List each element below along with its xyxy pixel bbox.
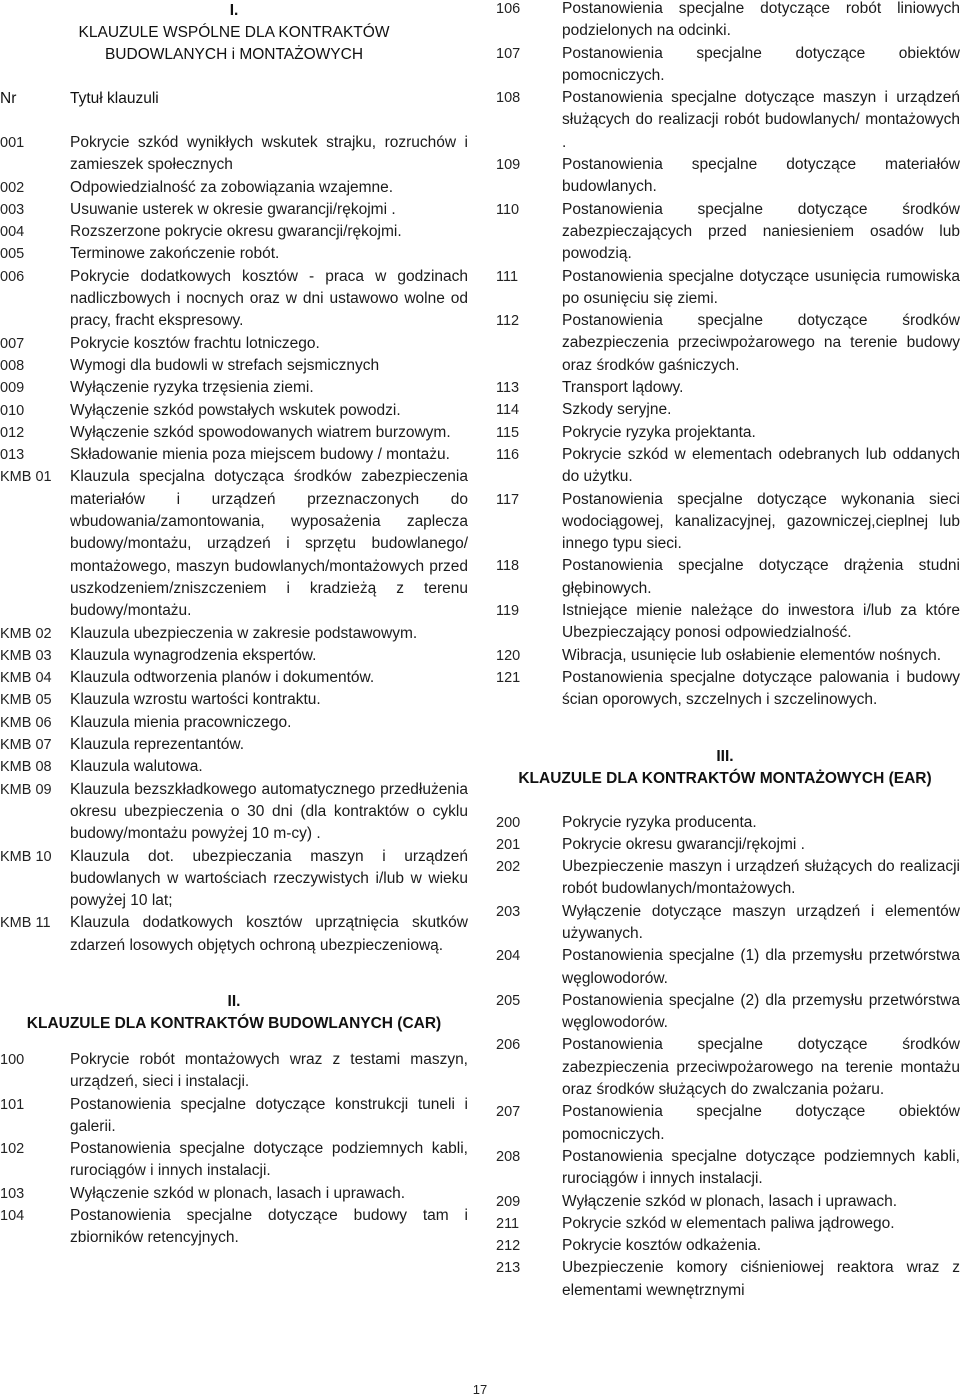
clause-title: Postanowienia specjalne dotyczące drążenia studni głębinowych. <box>562 557 960 597</box>
clause-title: Ubezpieczenie maszyn i urządzeń służących do realizacji robót budowlanych/montażowych. <box>562 858 960 898</box>
list-item <box>490 645 960 667</box>
clause-title: Klauzula wzrostu wartości kontraktu. <box>70 691 321 709</box>
list-item <box>490 266 960 311</box>
clause-title: Terminowe zakończenie robót. <box>70 245 280 263</box>
clause-title: Pokrycie robót montażowych wraz z testami maszyn, urządzeń, sieci i instalacji. <box>70 1050 468 1091</box>
list-item <box>0 1205 468 1250</box>
clause-code: 118 <box>496 558 520 575</box>
clause-code: 009 <box>0 380 25 397</box>
list-item <box>0 243 468 265</box>
clause-code: 115 <box>496 424 520 441</box>
list-item <box>0 912 468 957</box>
clause-title: Postanowienia specjalne dotyczące wykonania sieci wodociągowej, kanalizacyjnej, gazowniczej,cieplnej lub innego typu sieci. <box>562 490 960 553</box>
clause-code: 101 <box>0 1096 25 1113</box>
left-column <box>0 0 468 1250</box>
clause-list-ear <box>490 812 960 1303</box>
list-item <box>0 645 468 667</box>
list-item <box>490 1235 960 1257</box>
clause-code: 207 <box>496 1104 521 1121</box>
clause-title: Pokrycie okresu gwarancji/rękojmi . <box>562 835 805 853</box>
list-item <box>0 779 468 846</box>
clause-code: 201 <box>496 836 521 853</box>
clause-code: 100 <box>0 1051 25 1068</box>
clause-code: KMB 01 <box>0 469 52 486</box>
clause-code: 206 <box>496 1037 521 1054</box>
list-item <box>0 623 468 645</box>
clause-code: 203 <box>496 903 521 920</box>
header-nr: Nr <box>0 90 17 107</box>
list-item <box>0 377 468 399</box>
list-item <box>0 1049 468 1094</box>
list-item <box>0 1094 468 1139</box>
clause-code: KMB 02 <box>0 625 52 642</box>
clause-code: 119 <box>496 603 520 620</box>
clause-code: KMB 06 <box>0 714 52 731</box>
clause-code: 209 <box>496 1193 521 1210</box>
clause-title: Klauzula dot. ubezpieczania maszyn i urządzeń budowlanych w wartościach rzeczywistych i/lub w wieku powyżej 10 lat; <box>70 847 468 910</box>
clause-code: 007 <box>0 335 25 352</box>
clause-list-car <box>0 1049 468 1250</box>
clause-title: Składowanie mienia poza miejscem budowy / montażu. <box>70 446 450 464</box>
clause-title: Klauzula specjalna dotycząca środków zabezpieczenia materiałów i urządzeń przeznaczonych do wbudowania/zamontowania, wyposażenia zaplecza budowy/montażu, urządzeń i sprzętu budowlanego/ montażowego, maszyn budowlanych/montażowych przed uszkodzeniem/zniszczeniem i kradzieżą z terenu budowy/montażu. <box>70 468 468 620</box>
clause-code: 001 <box>0 135 25 151</box>
clause-title: Klauzula dodatkowych kosztów uprzątnięcia skutków zdarzeń losowych objętych ochroną ubezpieczeniową. <box>70 914 468 954</box>
clause-title: Postanowienia specjalne dotyczące obiektów pomocniczych. <box>562 1103 960 1143</box>
clause-code: 004 <box>0 224 25 241</box>
clause-code: 005 <box>0 246 25 263</box>
section-2-number: II. <box>227 992 241 1010</box>
clause-code: KMB 09 <box>0 781 52 798</box>
list-item <box>0 400 468 422</box>
clause-code: 012 <box>0 424 25 441</box>
table-header <box>0 88 468 110</box>
header-title: Tytuł klauzuli <box>70 90 159 107</box>
clause-code: 120 <box>496 647 521 664</box>
list-item <box>0 444 468 466</box>
clause-title: Klauzula walutowa. <box>70 758 203 776</box>
clause-code: 003 <box>0 201 25 218</box>
clause-title: Klauzula odtworzenia planów i dokumentów. <box>70 669 375 687</box>
clause-title: Wyłączenie szkód powstałych wskutek powodzi. <box>70 401 401 419</box>
clause-title: Postanowienia specjalne dotyczące maszyn i urządzeń służących do realizacji robót budowlanych/ montażowych . <box>562 89 960 151</box>
section-2-title: KLAUZULE DLA KONTRAKTÓW BUDOWLANYCH (CAR) <box>26 1014 442 1032</box>
clause-title: Pokrycie ryzyka projektanta. <box>562 423 756 441</box>
clause-code: 013 <box>0 447 25 464</box>
clause-title: Postanowienia specjalne (1) dla przemysłu przetwórstwa węglowodorów. <box>562 947 960 987</box>
list-item <box>490 945 960 990</box>
list-item <box>490 667 960 712</box>
clause-code: 103 <box>0 1185 25 1202</box>
clause-code: 121 <box>496 669 521 686</box>
list-item <box>0 266 468 333</box>
list-item <box>490 422 960 444</box>
clause-code: 114 <box>496 402 520 419</box>
clause-title: Klauzula reprezentantów. <box>70 736 245 754</box>
clause-code: 208 <box>496 1148 521 1165</box>
clause-title: Pokrycie kosztów frachtu lotniczego. <box>70 334 320 352</box>
clause-title: Pokrycie dodatkowych kosztów - praca w godzinach nadliczbowych i nocnych oraz w dni ustawowo wolne od pracy, fracht ekspresowy. <box>70 267 468 330</box>
clause-code: 211 <box>496 1215 520 1232</box>
clause-title: Rozszerzone pokrycie okresu gwarancji/rękojmi. <box>70 223 402 241</box>
clause-title: Postanowienia specjalne dotyczące środków zabezpieczenia przeciwpożarowego na terenie budowy oraz środków gaśniczych. <box>562 312 960 374</box>
clause-code: KMB 03 <box>0 647 52 664</box>
list-item <box>490 444 960 489</box>
clause-code: KMB 07 <box>0 737 52 754</box>
list-item <box>0 689 468 711</box>
clause-title: Ubezpieczenie komory ciśnieniowej reaktora wraz z elementami wewnętrznymi <box>562 1259 960 1299</box>
list-item <box>490 0 960 43</box>
clause-title: Pokrycie szkód wynikłych wskutek strajku, rozruchów i zamieszek społecznych <box>70 134 468 174</box>
clause-title: Postanowienia specjalne dotyczące środków zabezpieczenia przeciwpożarowego na terenie montażu oraz środków służących do zwalczania pożaru. <box>562 1036 960 1099</box>
list-item <box>490 310 960 377</box>
clause-title: Wymogi dla budowli w strefach sejsmicznych <box>70 356 380 374</box>
list-item <box>490 856 960 901</box>
list-item <box>490 1191 960 1213</box>
section-2-heading <box>0 991 468 1035</box>
list-item <box>0 712 468 734</box>
right-column <box>490 0 960 1302</box>
list-item <box>490 377 960 399</box>
list-item <box>490 555 960 600</box>
list-item <box>0 132 468 177</box>
list-item <box>490 199 960 266</box>
clause-title: Klauzula mienia pracowniczego. <box>70 713 292 731</box>
clause-code: 104 <box>0 1208 25 1225</box>
clause-title: Transport lądowy. <box>562 379 684 397</box>
clause-code: KMB 10 <box>0 848 52 865</box>
list-item <box>0 466 468 622</box>
clause-title: Wyłączenie szkód spowodowanych wiatrem burzowym. <box>70 423 451 441</box>
list-item <box>0 1138 468 1183</box>
clause-code: 205 <box>496 992 521 1009</box>
clause-title: Wyłączenie dotyczące maszyn urządzeń i elementów używanych. <box>562 902 960 942</box>
clause-code: 113 <box>496 380 520 397</box>
clause-code: 117 <box>496 491 520 508</box>
section-1-title-line1: KLAUZULE WSPÓLNE DLA KONTRAKTÓW <box>78 24 390 41</box>
list-item <box>0 846 468 913</box>
list-item <box>490 489 960 556</box>
clause-code: 109 <box>496 157 521 174</box>
clause-title: Postanowienia specjalne dotyczące materiałów budowlanych. <box>562 156 960 196</box>
clause-code: 112 <box>496 313 520 330</box>
clause-code: 202 <box>496 859 521 876</box>
clause-title: Postanowienia specjalne dotyczące podziemnych kabli, rurociągów i innych instalacji. <box>70 1140 468 1180</box>
list-item <box>490 1213 960 1235</box>
list-item <box>490 600 960 645</box>
clause-title: Postanowienia specjalne dotyczące konstrukcji tuneli i galerii. <box>70 1095 468 1135</box>
list-item <box>490 43 960 88</box>
list-item <box>490 399 960 421</box>
section-1-title-line2: BUDOWLANYCH i MONTAŻOWYCH <box>104 46 364 63</box>
clause-title: Postanowienia specjalne dotyczące budowy tam i zbiorników retencyjnych. <box>70 1207 468 1247</box>
list-item <box>0 756 468 778</box>
clause-code: 010 <box>0 402 25 419</box>
list-item <box>490 990 960 1035</box>
clause-title: Istniejące mienie należące do inwestora i/lub za które Ubezpieczający ponosi odpowiedzialność. <box>562 602 960 642</box>
list-item <box>490 154 960 199</box>
clause-title: Wyłączenie szkód w plonach, lasach i uprawach. <box>70 1184 405 1202</box>
clause-code: 107 <box>496 45 521 62</box>
clause-title: Wyłączenie ryzyka trzęsienia ziemi. <box>70 379 314 397</box>
clause-title: Postanowienia specjalne dotyczące robót liniowych podzielonych na odcinki. <box>562 0 960 40</box>
section-3-title: KLAUZULE DLA KONTRAKTÓW MONTAŻOWYCH (EAR) <box>518 769 932 787</box>
section-3-heading <box>490 746 960 790</box>
list-item <box>490 1146 960 1191</box>
list-item <box>490 1257 960 1302</box>
section-3-number: III. <box>716 747 734 765</box>
clause-title: Pokrycie ryzyka producenta. <box>562 813 757 831</box>
clause-title: Pokrycie szkód w elementach odebranych lub oddanych do użytku. <box>562 445 960 486</box>
page-number: 17 <box>472 1382 488 1397</box>
clause-title: Postanowienia specjalne dotyczące środków zabezpieczających przed naniesieniem osadów lub powodzią. <box>562 200 960 263</box>
clause-title: Klauzula ubezpieczenia w zakresie podstawowym. <box>70 624 418 642</box>
clause-title: Odpowiedzialność za zobowiązania wzajemne. <box>70 178 394 196</box>
clause-title: Wibracja, usunięcie lub osłabienie elementów nośnych. <box>562 646 942 664</box>
clause-title: Wyłączenie szkód w plonach, lasach i uprawach. <box>562 1192 897 1210</box>
clause-code: KMB 08 <box>0 759 52 776</box>
section-1-number: I. <box>229 2 239 19</box>
list-item <box>490 901 960 946</box>
clause-code: 200 <box>496 814 521 831</box>
clause-code: KMB 05 <box>0 692 52 709</box>
clause-code: 116 <box>496 446 520 463</box>
clause-title: Postanowienia specjalne dotyczące palowania i budowy ścian oporowych, szczelnych i szczelinowych. <box>562 668 960 709</box>
clause-title: Klauzula wynagrodzenia ekspertów. <box>70 646 317 664</box>
clause-code: KMB 11 <box>0 915 51 932</box>
clause-code: 102 <box>0 1141 25 1158</box>
clause-code: 106 <box>496 1 521 17</box>
list-item <box>0 667 468 689</box>
clause-title: Usuwanie usterek w okresie gwarancji/rękojmi . <box>70 200 396 218</box>
clause-title: Szkody seryjne. <box>562 401 672 419</box>
clause-code: 006 <box>0 268 25 285</box>
list-item <box>0 1183 468 1205</box>
clause-code: 111 <box>496 268 519 285</box>
clause-list-common <box>0 132 468 957</box>
clause-title: Postanowienia specjalne (2) dla przemysłu przetwórstwa węglowodorów. <box>562 991 960 1032</box>
clause-title: Postanowienia specjalne dotyczące podziemnych kabli, rurociągów i innych instalacji. <box>562 1147 960 1188</box>
clause-code: 110 <box>496 201 520 218</box>
clause-code: 008 <box>0 357 25 374</box>
list-item <box>490 87 960 154</box>
list-item <box>490 812 960 834</box>
clause-title: Postanowienia specjalne dotyczące obiektów pomocniczych. <box>562 44 960 84</box>
list-item <box>490 1034 960 1101</box>
clause-code: 212 <box>496 1238 521 1255</box>
list-item <box>0 422 468 444</box>
clause-code: 213 <box>496 1260 521 1277</box>
clause-title: Klauzula bezszkładkowego automatycznego przedłużenia okresu ubezpieczenia o 30 dni (dla kontraktów o cyklu budowy/montażu powyżej 10 m-cy) . <box>70 780 468 843</box>
list-item <box>0 333 468 355</box>
list-item <box>490 834 960 856</box>
clause-code: 002 <box>0 179 25 196</box>
clause-code: 108 <box>496 90 521 107</box>
clause-title: Pokrycie szkód w elementach paliwa jądrowego. <box>562 1214 895 1232</box>
list-item <box>0 177 468 199</box>
clause-code: 204 <box>496 948 521 965</box>
clause-title: Pokrycie kosztów odkażenia. <box>562 1237 762 1255</box>
clause-title: Postanowienia specjalne dotyczące usunięcia rumowiska po osunięciu się ziemi. <box>562 267 960 307</box>
list-item <box>0 355 468 377</box>
list-item <box>0 221 468 243</box>
list-item <box>0 199 468 221</box>
clause-list-car-continued <box>490 0 960 712</box>
clause-code: KMB 04 <box>0 670 52 687</box>
list-item <box>490 1101 960 1146</box>
list-item <box>0 734 468 756</box>
